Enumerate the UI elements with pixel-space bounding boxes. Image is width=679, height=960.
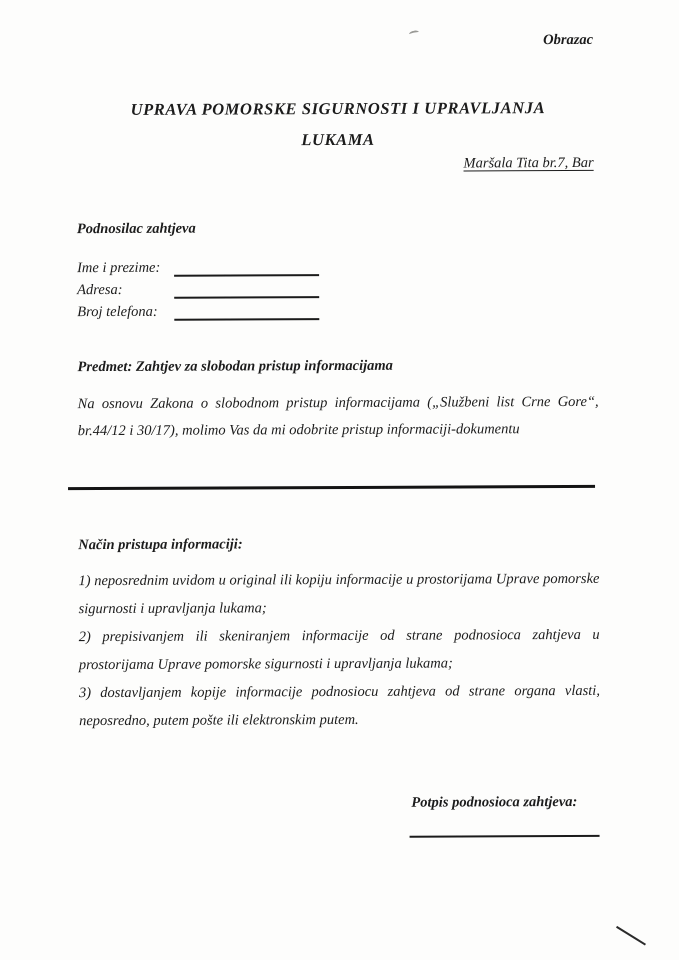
document-title-line1: UPRAVA POMORSKE SIGURNOSTI I UPRAVLJANJA <box>130 98 546 119</box>
access-method-item-1: 1) neposrednim uvidom u original ili kopiju informacije u prostorijama Uprave pomorske sigurnosti i upravljanja lukama; <box>78 570 600 618</box>
signature-line <box>410 835 600 838</box>
name-field-label: Ime i prezime: <box>77 259 161 277</box>
phone-field-label: Broj telefona: <box>77 303 158 321</box>
document-title <box>0 92 678 157</box>
field-row-address <box>77 278 319 299</box>
phone-fill-line <box>174 304 319 321</box>
address-field-label: Adresa: <box>77 281 123 299</box>
signature-label: Potpis podnosioca zahtjeva: <box>411 793 578 811</box>
access-method-item-2: 2) prepisivanjem ili skeniranjem informacije od strane podnosioca zahtjeva u prostorijama Uprave pomorske sigurnosti i upravljanja lukama; <box>78 626 600 674</box>
scan-artifact-icon <box>409 30 420 37</box>
section-divider <box>68 485 595 490</box>
address-fill-line <box>174 282 319 299</box>
form-designation-label: Obrazac <box>543 31 594 49</box>
subject-heading: Predmet: Zahtjev za slobodan pristup informacijama <box>77 357 393 376</box>
office-address: Maršala Tita br.7, Bar <box>463 154 594 172</box>
scan-corner-mark-icon <box>616 926 646 946</box>
document-title-line2: LUKAMA <box>301 129 375 150</box>
applicant-section-heading: Podnosilac zahtjeva <box>76 220 196 238</box>
access-method-heading: Način pristupa informaciji: <box>78 536 243 554</box>
access-method-item-3: 3) dostavljanjem kopije informacije podnosiocu zahtjeva od strane organa vlasti, neposredno, putem pošte ili elektronskim putem. <box>78 682 600 730</box>
field-row-phone <box>77 300 319 321</box>
field-row-name <box>77 256 319 277</box>
name-fill-line <box>174 260 319 277</box>
subject-body-paragraph: Na osnovu Zakona o slobodnom pristup informacijama („Službeni list Crne Gore“, br.44/12 i 30/17), molimo Vas da mi odobrite pristup informaciji-dokumentu <box>77 393 599 440</box>
